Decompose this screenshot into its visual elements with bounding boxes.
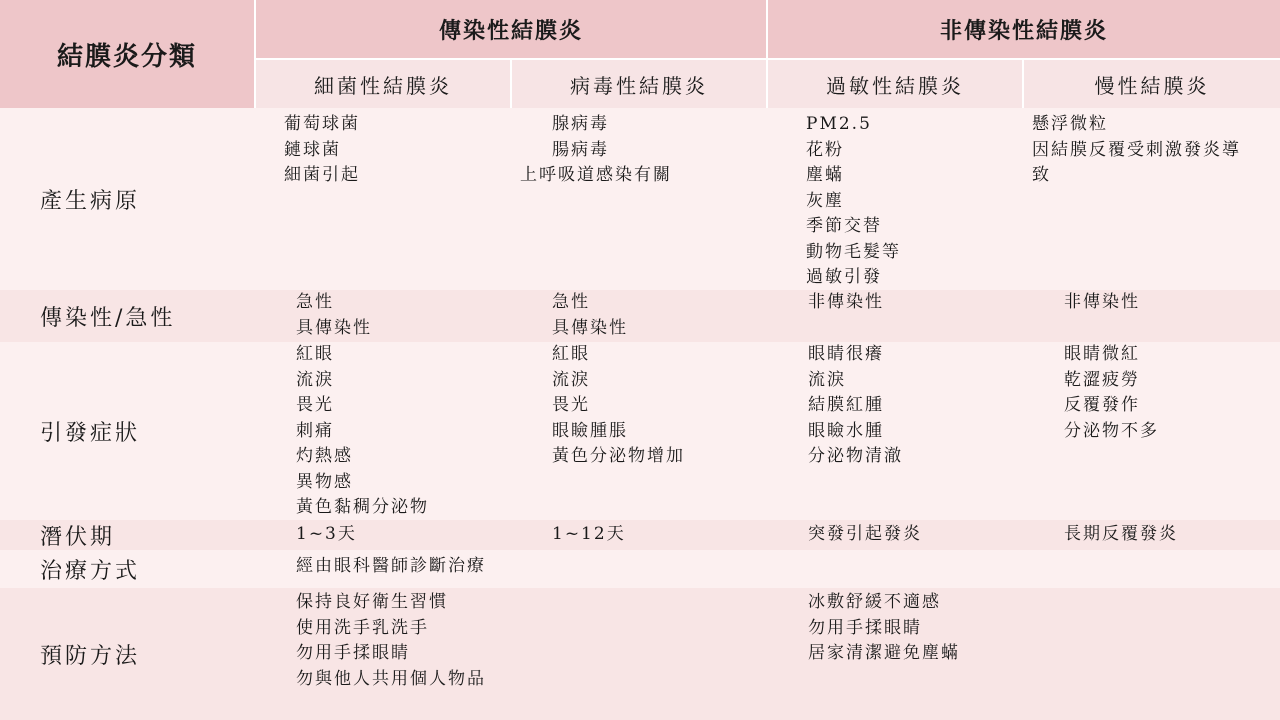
cell-line: 分泌物不多: [1064, 420, 1159, 441]
cell-line: 突發引起發炎: [808, 524, 922, 544]
cell-incubation-allergic: [768, 520, 1024, 550]
group-header-infectious: 傳染性結膜炎: [256, 0, 768, 60]
cell-line: PM2.5: [806, 114, 872, 134]
type-header-viral: 病毒性結膜炎: [512, 60, 768, 108]
cell-line: 使用洗手乳洗手: [296, 617, 429, 638]
cell-line: 長期反覆發炎: [1064, 524, 1178, 544]
cell-contagion-chronic: [1024, 290, 1280, 342]
cell-line: 反覆發作: [1064, 395, 1140, 415]
cell-pathogen-bacterial: [256, 108, 512, 290]
row-label-prevention: 預防方法: [0, 588, 256, 720]
corner-title: 結膜炎分類: [0, 0, 256, 108]
cell-line: 塵蟎: [806, 165, 844, 185]
cell-line: 具傳染性: [296, 317, 372, 338]
type-header-chronic: 慢性結膜炎: [1024, 60, 1280, 108]
cell-line: 非傳染性: [808, 292, 884, 312]
cell-line: 眼瞼水腫: [808, 420, 884, 441]
type-header-bacterial: 細菌性結膜炎: [256, 60, 512, 108]
cell-line: 致: [1032, 165, 1051, 185]
cell-line: 黃色分泌物增加: [552, 446, 685, 466]
cell-line: 腸病毒: [552, 139, 609, 160]
cell-pathogen-viral: [512, 108, 768, 290]
cell-symptoms-chronic: [1024, 342, 1280, 520]
cell-line: 1~12天: [552, 524, 626, 544]
cell-incubation-viral: [512, 520, 768, 550]
row-label-incubation: 潛伏期: [0, 520, 256, 550]
cell-contagion-allergic: [768, 290, 1024, 342]
group-header-noninfectious: 非傳染性結膜炎: [768, 0, 1280, 60]
cell-line: 灼熱感: [296, 446, 353, 466]
cell-line: 過敏引發: [806, 267, 882, 287]
row-label-pathogen: 產生病原: [0, 108, 256, 290]
cell-line: 腺病毒: [552, 114, 609, 134]
cell-line: 具傳染性: [552, 317, 628, 338]
cell-line: 眼瞼腫脹: [552, 420, 628, 441]
cell-line: 因結膜反覆受刺激發炎導: [1032, 139, 1241, 160]
cell-line: 1~3天: [296, 524, 357, 544]
cell-line: 非傳染性: [1064, 292, 1140, 312]
cell-line: 鏈球菌: [284, 139, 341, 160]
cell-line: 畏光: [552, 395, 590, 415]
cell-symptoms-allergic: [768, 342, 1024, 520]
cell-contagion-bacterial: [256, 290, 512, 342]
cell-line: 勿用手揉眼睛: [808, 617, 922, 638]
row-label-treatment: 治療方式: [0, 550, 256, 588]
cell-line: 上呼吸道感染有關: [520, 165, 672, 185]
cell-line: 結膜紅腫: [808, 395, 884, 415]
cell-line: 冰敷舒緩不適感: [808, 592, 941, 612]
cell-line: 畏光: [296, 395, 334, 415]
cell-line: 紅眼: [296, 344, 334, 364]
cell-incubation-chronic: [1024, 520, 1280, 550]
cell-line: 急性: [552, 292, 590, 312]
cell-line: 黃色黏稠分泌物: [296, 497, 429, 517]
row-label-contagion: 傳染性/急性: [0, 290, 256, 342]
cell-line: 眼睛很癢: [808, 344, 884, 364]
cell-incubation-bacterial: [256, 520, 512, 550]
cell-prevention-noninfectious: [768, 588, 1280, 720]
cell-symptoms-bacterial: [256, 342, 512, 520]
row-label-symptoms: 引發症狀: [0, 342, 256, 520]
cell-pathogen-chronic: [1024, 108, 1280, 290]
cell-pathogen-allergic: [768, 108, 1024, 290]
cell-line: 流淚: [296, 369, 334, 390]
cell-contagion-viral: [512, 290, 768, 342]
cell-line: 勿用手揉眼睛: [296, 643, 410, 663]
cell-line: 眼睛微紅: [1064, 344, 1140, 364]
cell-line: 動物毛髮等: [806, 241, 901, 262]
cell-line: 刺痛: [296, 420, 334, 441]
cell-line: 經由眼科醫師診斷治療: [296, 556, 486, 576]
cell-line: 流淚: [808, 369, 846, 390]
cell-line: 急性: [296, 292, 334, 312]
cell-line: 細菌引起: [284, 165, 360, 185]
cell-symptoms-viral: [512, 342, 768, 520]
type-header-allergic: 過敏性結膜炎: [768, 60, 1024, 108]
cell-treatment: [256, 550, 1280, 588]
cell-line: 季節交替: [806, 216, 882, 236]
cell-prevention-infectious: [256, 588, 768, 720]
cell-line: 分泌物清澈: [808, 446, 903, 466]
cell-line: 花粉: [806, 139, 844, 160]
cell-line: 保持良好衛生習慣: [296, 592, 448, 612]
cell-line: 勿與他人共用個人物品: [296, 668, 486, 689]
cell-line: 流淚: [552, 369, 590, 390]
cell-line: 懸浮微粒: [1032, 114, 1108, 134]
cell-line: 乾澀疲勞: [1064, 369, 1140, 390]
cell-line: 灰塵: [806, 190, 844, 211]
cell-line: 異物感: [296, 471, 353, 492]
cell-line: 居家清潔避免塵蟎: [808, 643, 960, 663]
cell-line: 紅眼: [552, 344, 590, 364]
cell-line: 葡萄球菌: [284, 114, 360, 134]
